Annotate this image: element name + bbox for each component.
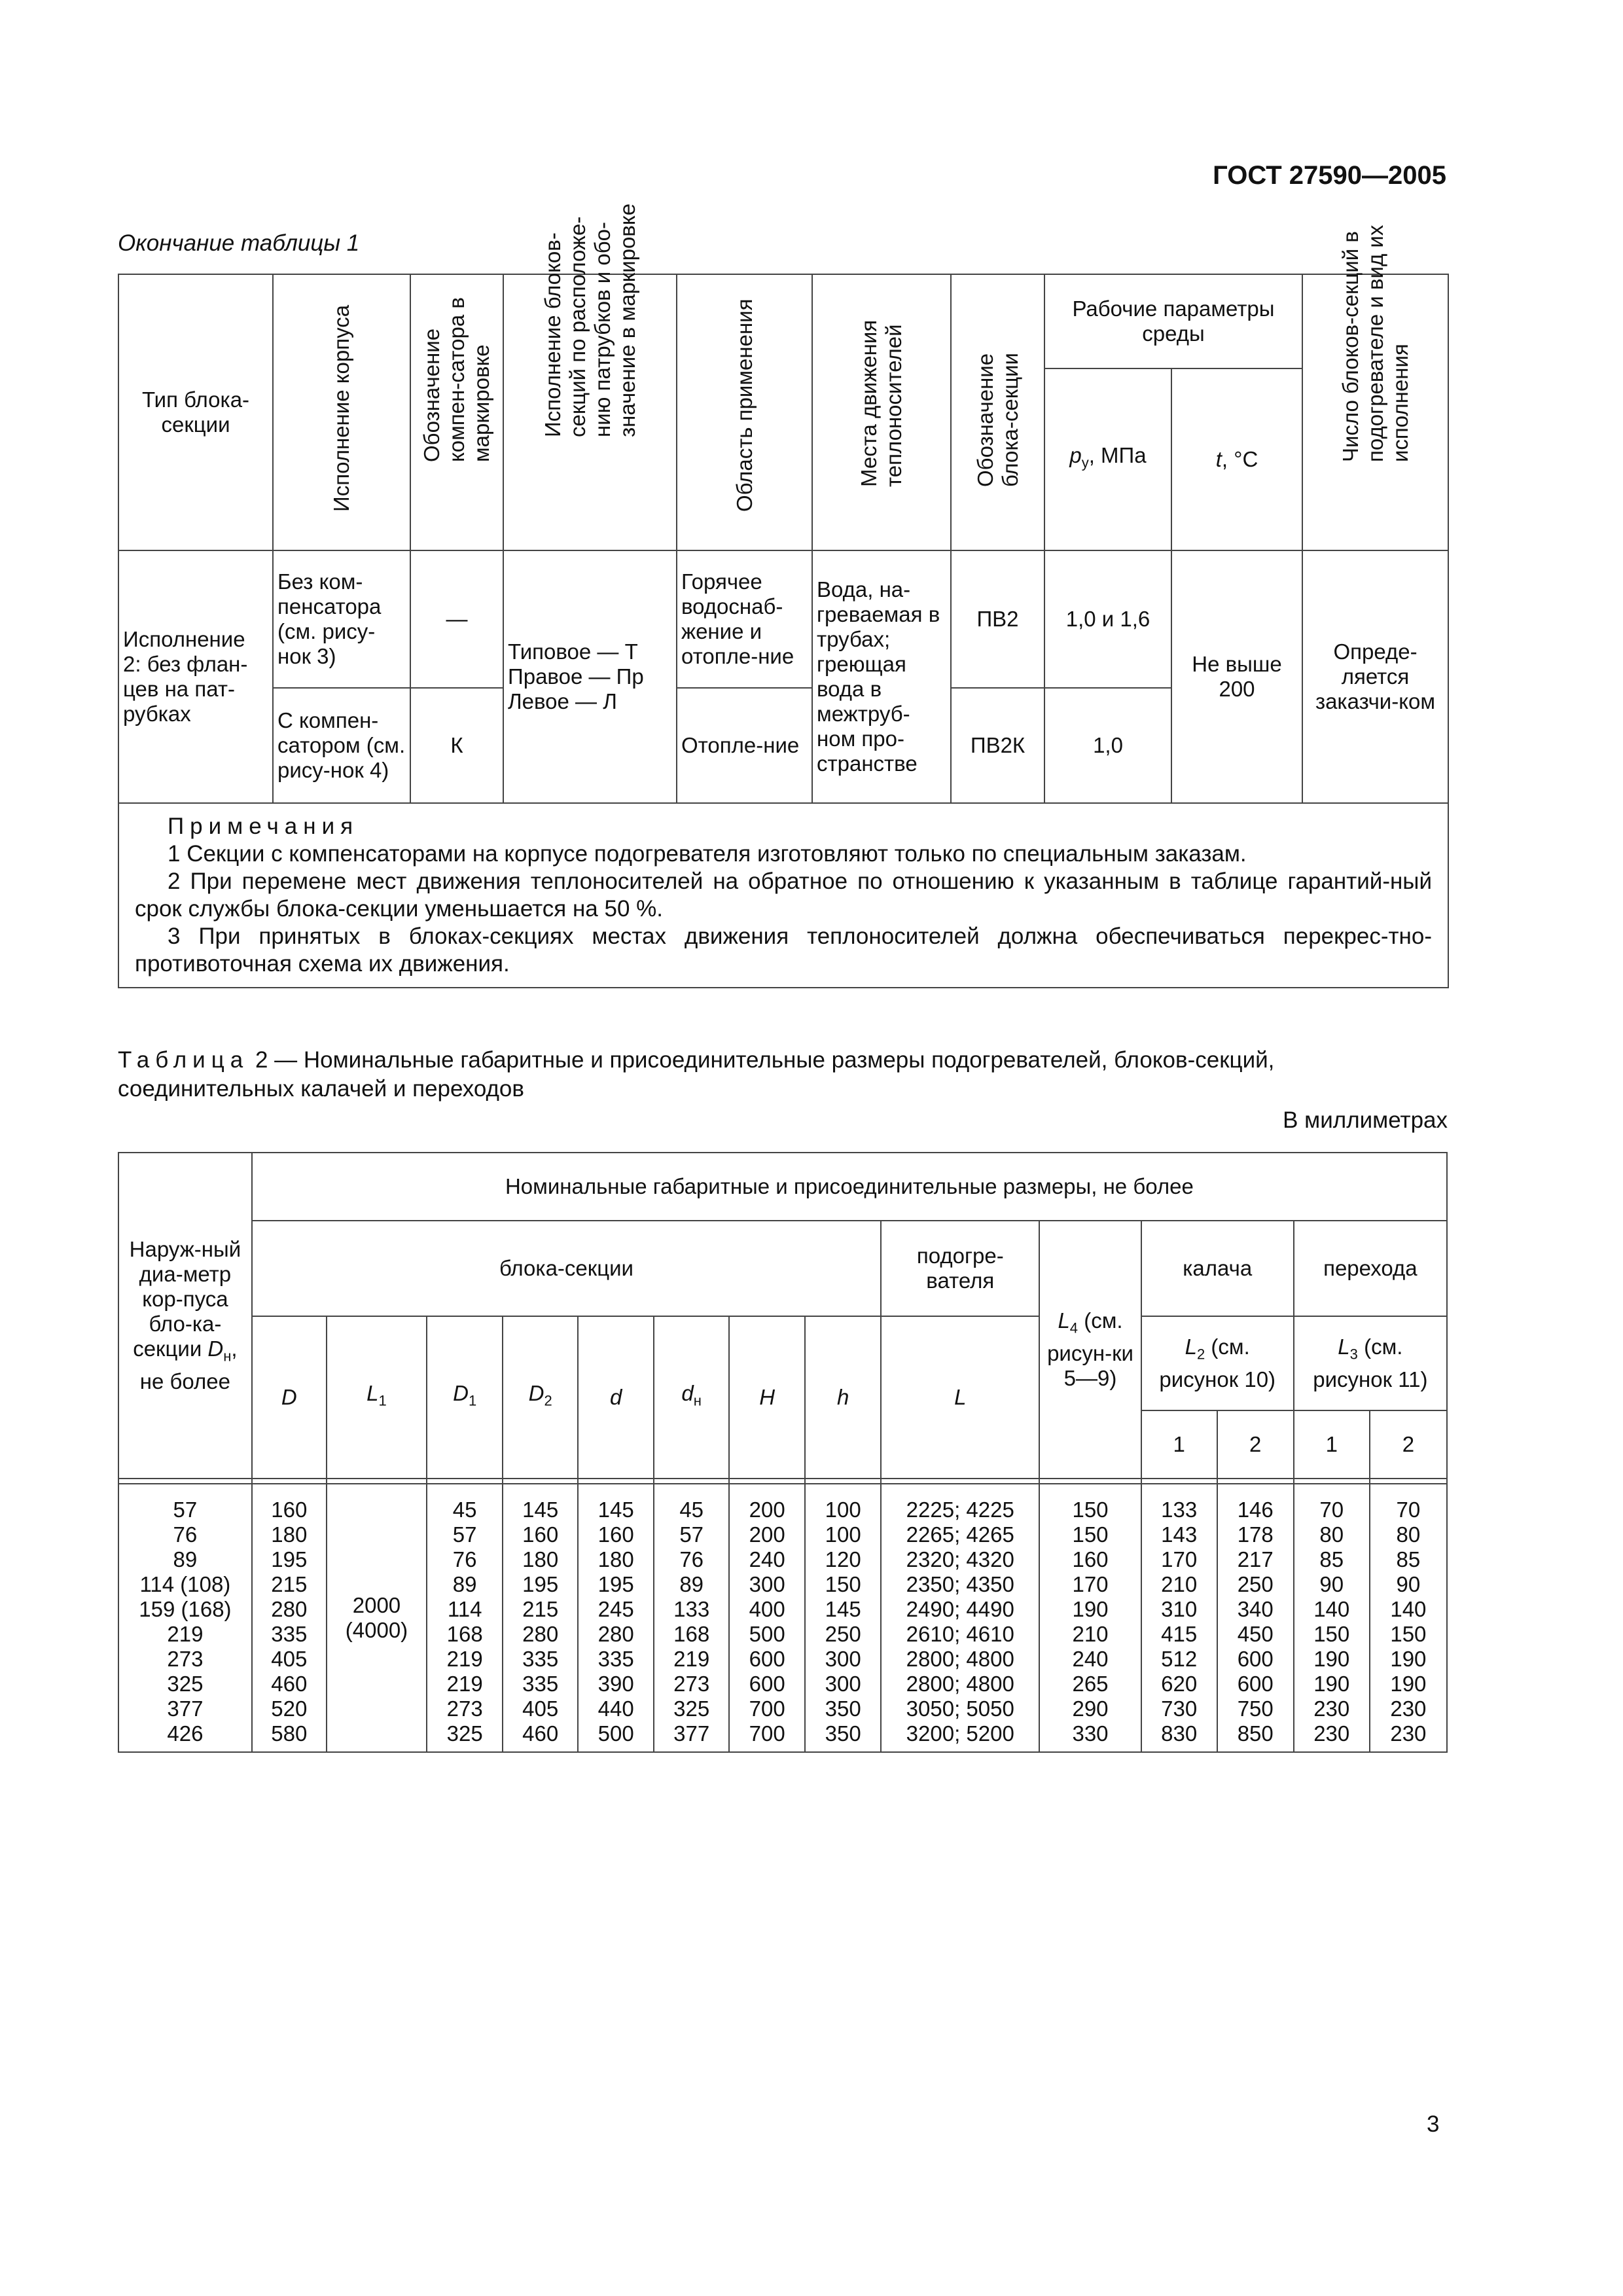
t2-value-l3-1: 80 xyxy=(1319,1522,1344,1547)
t2-value-outer: 114 (108) xyxy=(139,1572,231,1596)
t1-cell-pressure-a: 1,0 и 1,6 xyxy=(1044,550,1171,688)
t2-value-l4: 240 xyxy=(1072,1647,1109,1671)
t2-data-dn xyxy=(654,1484,729,1752)
t2-value-l2-1: 310 xyxy=(1161,1597,1198,1621)
t2-data-L2-1 xyxy=(1141,1484,1217,1752)
t2-col-H: H xyxy=(729,1316,805,1479)
t2-data-d xyxy=(578,1484,654,1752)
t2-value-d2: 280 xyxy=(522,1622,559,1646)
t2-data-L3-1 xyxy=(1294,1484,1370,1752)
t2-value-l2-1: 415 xyxy=(1161,1622,1198,1646)
t2-value-l2-2: 600 xyxy=(1237,1672,1274,1696)
t2-value-h: 100 xyxy=(825,1498,861,1522)
t2-value-dn: 377 xyxy=(673,1721,710,1746)
t1-cell-area-b: Отопле-ние xyxy=(677,688,812,803)
table1-caption: Окончание таблицы 1 xyxy=(118,230,360,256)
t1-header-block-mark: Обозначение блока-секции xyxy=(951,274,1044,550)
t2-value-l3-1: 85 xyxy=(1319,1547,1344,1571)
t2-value-outer: 89 xyxy=(173,1547,198,1571)
t2-value-outer: 57 xyxy=(173,1498,198,1522)
t2-value-l3-1: 140 xyxy=(1313,1597,1350,1621)
t2-value-l: 2800; 4800 xyxy=(906,1672,1014,1696)
t2-value-l2-2: 340 xyxy=(1237,1597,1274,1621)
t2-col-L2-1: 1 xyxy=(1141,1410,1217,1479)
t1-cell-pipe-layout xyxy=(503,550,677,803)
t2-value-l2-2: 600 xyxy=(1237,1647,1274,1671)
t2-value-outer: 76 xyxy=(173,1522,198,1547)
t2-value-l3-1: 90 xyxy=(1319,1572,1344,1596)
t2-value-dn: 219 xyxy=(673,1647,710,1671)
t2-value-d1: 89 xyxy=(452,1572,477,1596)
t2-value-l3-2: 230 xyxy=(1390,1721,1427,1746)
t1-cell-block-mark-a: ПВ2 xyxy=(951,550,1044,688)
t1-header-area: Область применения xyxy=(677,274,812,550)
t1-header-temperature: t, °С xyxy=(1171,368,1302,550)
t2-value-l2-1: 620 xyxy=(1161,1672,1198,1696)
note-item: 3 При принятых в блоках-секциях местах движения теплоносителей должна обеспечиваться перекрес-тно-противоточная схема их движения. xyxy=(135,924,1433,977)
t2-value-d: 180 xyxy=(597,1547,634,1571)
t2-value-l: 2350; 4350 xyxy=(906,1572,1014,1596)
t2-value-l2-2: 250 xyxy=(1237,1572,1274,1596)
t2-value-l: 2225; 4225 xyxy=(906,1498,1014,1522)
t2-value-l3-2: 140 xyxy=(1390,1597,1427,1621)
t2-value-l4: 330 xyxy=(1072,1721,1109,1746)
t2-value-l2-1: 133 xyxy=(1161,1498,1198,1522)
t2-header-kalach: калача xyxy=(1141,1221,1294,1316)
t2-value-l2-2: 750 xyxy=(1237,1696,1274,1721)
t2-col-d: d xyxy=(578,1316,654,1479)
t2-value-l3-2: 90 xyxy=(1396,1572,1421,1596)
t2-value-d1: 114 xyxy=(447,1597,482,1621)
t2-value-l2-1: 143 xyxy=(1161,1522,1198,1547)
t2-value-h: 500 xyxy=(749,1622,785,1646)
document-code: ГОСТ 27590—2005 xyxy=(1213,161,1446,190)
t2-value-l3-2: 230 xyxy=(1390,1696,1427,1721)
t2-value-d1: 325 xyxy=(446,1721,483,1746)
t2-value-d: 145 xyxy=(597,1498,634,1522)
t2-data-L xyxy=(881,1484,1039,1752)
t2-value-dn: 168 xyxy=(673,1622,710,1646)
t1-header-count: Число блоков-секций в подогревателе и вид их исполнения xyxy=(1302,274,1448,550)
t2-col-L3-1: 1 xyxy=(1294,1410,1370,1479)
t2-value-l3-1: 70 xyxy=(1319,1498,1344,1522)
t2-col-L3-2: 2 xyxy=(1370,1410,1447,1479)
t2-value-l3-2: 85 xyxy=(1396,1547,1421,1571)
t2-value-l2-2: 178 xyxy=(1237,1522,1274,1547)
t2-value-d1: 219 xyxy=(446,1672,483,1696)
t2-data-L1: 2000 (4000) xyxy=(327,1484,427,1752)
t2-value-d2: 405 xyxy=(522,1696,559,1721)
t2-header-nominal: Номинальные габаритные и присоединительные размеры, не более xyxy=(252,1153,1447,1221)
t2-value-l2-2: 146 xyxy=(1237,1498,1274,1522)
t2-value-outer: 273 xyxy=(167,1647,204,1671)
t1-cell-comp-mark-a: — xyxy=(410,550,503,688)
t2-header-perehod: перехода xyxy=(1294,1221,1447,1316)
t1-cell-block-mark-b: ПВ2К xyxy=(951,688,1044,803)
t1-header-params: Рабочие параметры среды xyxy=(1044,274,1302,368)
t2-value-d: 215 xyxy=(271,1572,308,1596)
t1-cell-area-a: Горячее водоснаб-жение и отопле-ние xyxy=(677,550,812,688)
t1-header-comp-mark: Обозначение компен-сатора в маркировке xyxy=(410,274,503,550)
t2-value-d2: 145 xyxy=(522,1498,559,1522)
t2-value-d: 280 xyxy=(597,1622,634,1646)
t2-value-l4: 170 xyxy=(1072,1572,1109,1596)
t1-header-pressure: $p_у$, МПа xyxy=(1044,368,1171,550)
t2-value-h: 300 xyxy=(825,1647,861,1671)
t2-value-h: 150 xyxy=(825,1572,861,1596)
t2-data-L2-2 xyxy=(1217,1484,1294,1752)
t2-value-l4: 190 xyxy=(1072,1597,1109,1621)
t2-header-block: блока-секции xyxy=(252,1221,881,1316)
t2-value-l2-1: 170 xyxy=(1161,1547,1198,1571)
t2-value-d2: 335 xyxy=(522,1647,559,1671)
t2-value-d: 335 xyxy=(597,1647,634,1671)
t2-value-outer: 219 xyxy=(167,1622,204,1646)
t2-value-d: 245 xyxy=(597,1597,634,1621)
table2-title: Таблица 2 — Номинальные габаритные и присоединительные размеры подогревателей, блоков-секций, соединительных калачей и переходов xyxy=(118,1047,1275,1102)
t2-value-l: 2265; 4265 xyxy=(906,1522,1014,1547)
t2-value-outer: 377 xyxy=(167,1696,204,1721)
t2-col-L1: $L_1$ xyxy=(327,1316,427,1479)
t2-value-d1: 168 xyxy=(446,1622,483,1646)
t2-data-D xyxy=(252,1484,327,1752)
t2-value-dn: 89 xyxy=(679,1572,704,1596)
table2 xyxy=(118,1152,1448,1753)
t2-header-outer-diameter: Наруж-ный диа-метр кор-пуса бло-ка-секции $D_н$, не более xyxy=(118,1153,252,1479)
t2-value-d2: 460 xyxy=(522,1721,559,1746)
pipe-layout-left: Левое — Л xyxy=(508,689,617,713)
t2-value-d: 180 xyxy=(271,1522,308,1547)
t2-data-outer xyxy=(118,1484,252,1752)
t2-value-dn: 325 xyxy=(673,1696,710,1721)
t2-value-h: 600 xyxy=(749,1647,785,1671)
t2-header-heater: подогре-вателя xyxy=(881,1221,1039,1316)
t2-value-l2-2: 217 xyxy=(1237,1547,1274,1571)
t2-col-D2: $D_2$ xyxy=(503,1316,578,1479)
t2-value-l4: 160 xyxy=(1072,1547,1109,1571)
t2-value-l3-2: 190 xyxy=(1390,1672,1427,1696)
t2-col-D: D xyxy=(252,1316,327,1479)
t2-value-h: 200 xyxy=(749,1522,785,1547)
t1-header-type: Тип блока-секции xyxy=(118,274,273,550)
t1-cell-housing-b: С компен-сатором (см. рису-нок 4) xyxy=(273,688,410,803)
t2-value-l3-2: 80 xyxy=(1396,1522,1421,1547)
t2-value-l3-1: 230 xyxy=(1313,1696,1350,1721)
t1-notes xyxy=(118,803,1448,988)
t2-value-d: 520 xyxy=(271,1696,308,1721)
t1-cell-comp-mark-b: К xyxy=(410,688,503,803)
t2-value-l3-1: 190 xyxy=(1313,1672,1350,1696)
t2-header-L4: $L_4$ (см. рисун-ки 5—9) xyxy=(1039,1221,1141,1479)
t2-value-l: 3200; 5200 xyxy=(906,1721,1014,1746)
t2-value-d: 460 xyxy=(271,1672,308,1696)
note-item: 1 Секции с компенсаторами на корпусе подогревателя изготовляют только по специальным заказам. xyxy=(168,841,1247,867)
t2-value-l: 2610; 4610 xyxy=(906,1622,1014,1646)
t2-value-l: 2320; 4320 xyxy=(906,1547,1014,1571)
t2-value-outer: 159 (168) xyxy=(139,1597,232,1621)
t2-value-d: 195 xyxy=(597,1572,634,1596)
t2-header-L3: $L_3$ (см. рисунок 11) xyxy=(1294,1316,1447,1410)
t2-value-d2: 335 xyxy=(522,1672,559,1696)
t2-value-l4: 290 xyxy=(1072,1696,1109,1721)
t2-header-L2: $L_2$ (см. рисунок 10) xyxy=(1141,1316,1294,1410)
t2-value-dn: 273 xyxy=(673,1672,710,1696)
note-item: 2 При перемене мест движения теплоносителей на обратное по отношению к указанным в таблице гарантий-ный срок службы блока-секции уменьшается на 50 %. xyxy=(135,869,1433,922)
t2-value-l: 2490; 4490 xyxy=(906,1597,1014,1621)
pipe-layout-right: Правое — Пр xyxy=(508,664,644,689)
t2-value-dn: 45 xyxy=(679,1498,704,1522)
t2-value-h: 300 xyxy=(825,1672,861,1696)
t2-value-l3-1: 230 xyxy=(1313,1721,1350,1746)
t2-col-dn: $d_н$ xyxy=(654,1316,729,1479)
t1-cell-media: Вода, на-греваемая в трубах; греющая вода в межтруб-ном про-странстве xyxy=(812,550,951,803)
t2-data-L4 xyxy=(1039,1484,1141,1752)
t2-value-l2-1: 830 xyxy=(1161,1721,1198,1746)
t2-value-l2-1: 210 xyxy=(1161,1572,1198,1596)
t2-value-d2: 215 xyxy=(522,1597,559,1621)
t2-value-h: 240 xyxy=(749,1547,785,1571)
t2-value-d2: 195 xyxy=(522,1572,559,1596)
page-number: 3 xyxy=(1427,2111,1440,2137)
t2-value-h: 300 xyxy=(749,1572,785,1596)
t2-value-d: 280 xyxy=(271,1597,308,1621)
t2-value-l: 3050; 5050 xyxy=(906,1696,1014,1721)
t1-header-housing: Исполнение корпуса xyxy=(273,274,410,550)
t2-value-h: 700 xyxy=(749,1696,785,1721)
t2-value-dn: 133 xyxy=(673,1597,710,1621)
t1-cell-temperature: Не выше 200 xyxy=(1171,550,1302,803)
t2-value-d1: 45 xyxy=(452,1498,477,1522)
t1-cell-housing-a: Без ком-пенсатора (см. рису-нок 3) xyxy=(273,550,410,688)
t2-value-l2-1: 730 xyxy=(1161,1696,1198,1721)
t2-value-h: 145 xyxy=(825,1597,861,1621)
t2-value-dn: 76 xyxy=(679,1547,704,1571)
t2-value-dn: 57 xyxy=(679,1522,704,1547)
t2-value-l2-1: 512 xyxy=(1161,1647,1198,1671)
t2-value-l3-1: 150 xyxy=(1313,1622,1350,1646)
t2-value-d: 390 xyxy=(597,1672,634,1696)
t2-value-d: 405 xyxy=(271,1647,308,1671)
t2-value-d: 440 xyxy=(597,1696,634,1721)
t2-value-l4: 150 xyxy=(1072,1522,1109,1547)
t2-value-d1: 273 xyxy=(446,1696,483,1721)
t2-data-D2 xyxy=(503,1484,578,1752)
t2-data-L3-2 xyxy=(1370,1484,1447,1752)
t2-value-h: 400 xyxy=(749,1597,785,1621)
t2-data-H xyxy=(729,1484,805,1752)
t2-value-l3-2: 190 xyxy=(1390,1647,1427,1671)
t2-value-d1: 76 xyxy=(452,1547,477,1571)
t2-value-d: 160 xyxy=(597,1522,634,1547)
notes-heading: Примечания xyxy=(168,814,359,839)
t2-value-l4: 150 xyxy=(1072,1498,1109,1522)
t2-value-h: 100 xyxy=(825,1522,861,1547)
t2-value-h: 700 xyxy=(749,1721,785,1746)
t2-value-d1: 219 xyxy=(446,1647,483,1671)
t2-value-outer: 325 xyxy=(167,1672,204,1696)
t2-value-d2: 160 xyxy=(522,1522,559,1547)
t2-col-D1: $D_1$ xyxy=(427,1316,503,1479)
t2-value-d: 195 xyxy=(271,1547,308,1571)
t2-value-l3-2: 150 xyxy=(1390,1622,1427,1646)
t2-value-outer: 426 xyxy=(167,1721,204,1746)
t2-value-l3-2: 70 xyxy=(1396,1498,1421,1522)
t2-value-h: 120 xyxy=(825,1547,861,1571)
t2-col-L: L xyxy=(881,1316,1039,1479)
t2-value-h: 600 xyxy=(749,1672,785,1696)
t1-header-media: Места движения теплоносителей xyxy=(812,274,951,550)
t2-value-d: 580 xyxy=(271,1721,308,1746)
t2-value-d: 500 xyxy=(597,1721,634,1746)
t2-col-L2-2: 2 xyxy=(1217,1410,1294,1479)
table2-units: В миллиметрах xyxy=(1283,1107,1448,1133)
t2-value-h: 200 xyxy=(749,1498,785,1522)
t1-cell-pressure-b: 1,0 xyxy=(1044,688,1171,803)
t2-value-d2: 180 xyxy=(522,1547,559,1571)
t2-value-d: 160 xyxy=(271,1498,308,1522)
t1-header-pipe-layout: Исполнение блоков-секций по расположе-нию патрубков и обо-значение в маркировке xyxy=(503,274,677,550)
t2-value-d: 335 xyxy=(271,1622,308,1646)
t2-value-l3-1: 190 xyxy=(1313,1647,1350,1671)
t2-data-D1 xyxy=(427,1484,503,1752)
t2-value-h: 350 xyxy=(825,1721,861,1746)
t1-cell-type: Исполнение 2: без флан-цев на пат-рубках xyxy=(118,550,273,803)
t2-value-l4: 265 xyxy=(1072,1672,1109,1696)
t2-value-l2-2: 450 xyxy=(1237,1622,1274,1646)
t2-value-h: 350 xyxy=(825,1696,861,1721)
t2-col-h: h xyxy=(805,1316,881,1479)
t2-value-d1: 57 xyxy=(452,1522,477,1547)
t2-value-h: 250 xyxy=(825,1622,861,1646)
t1-cell-count: Опреде-ляется заказчи-ком xyxy=(1302,550,1448,803)
pipe-layout-typical: Типовое — Т xyxy=(508,639,638,664)
t2-value-l: 2800; 4800 xyxy=(906,1647,1014,1671)
t2-data-h xyxy=(805,1484,881,1752)
t2-value-l4: 210 xyxy=(1072,1622,1109,1646)
t2-value-l2-2: 850 xyxy=(1237,1721,1274,1746)
